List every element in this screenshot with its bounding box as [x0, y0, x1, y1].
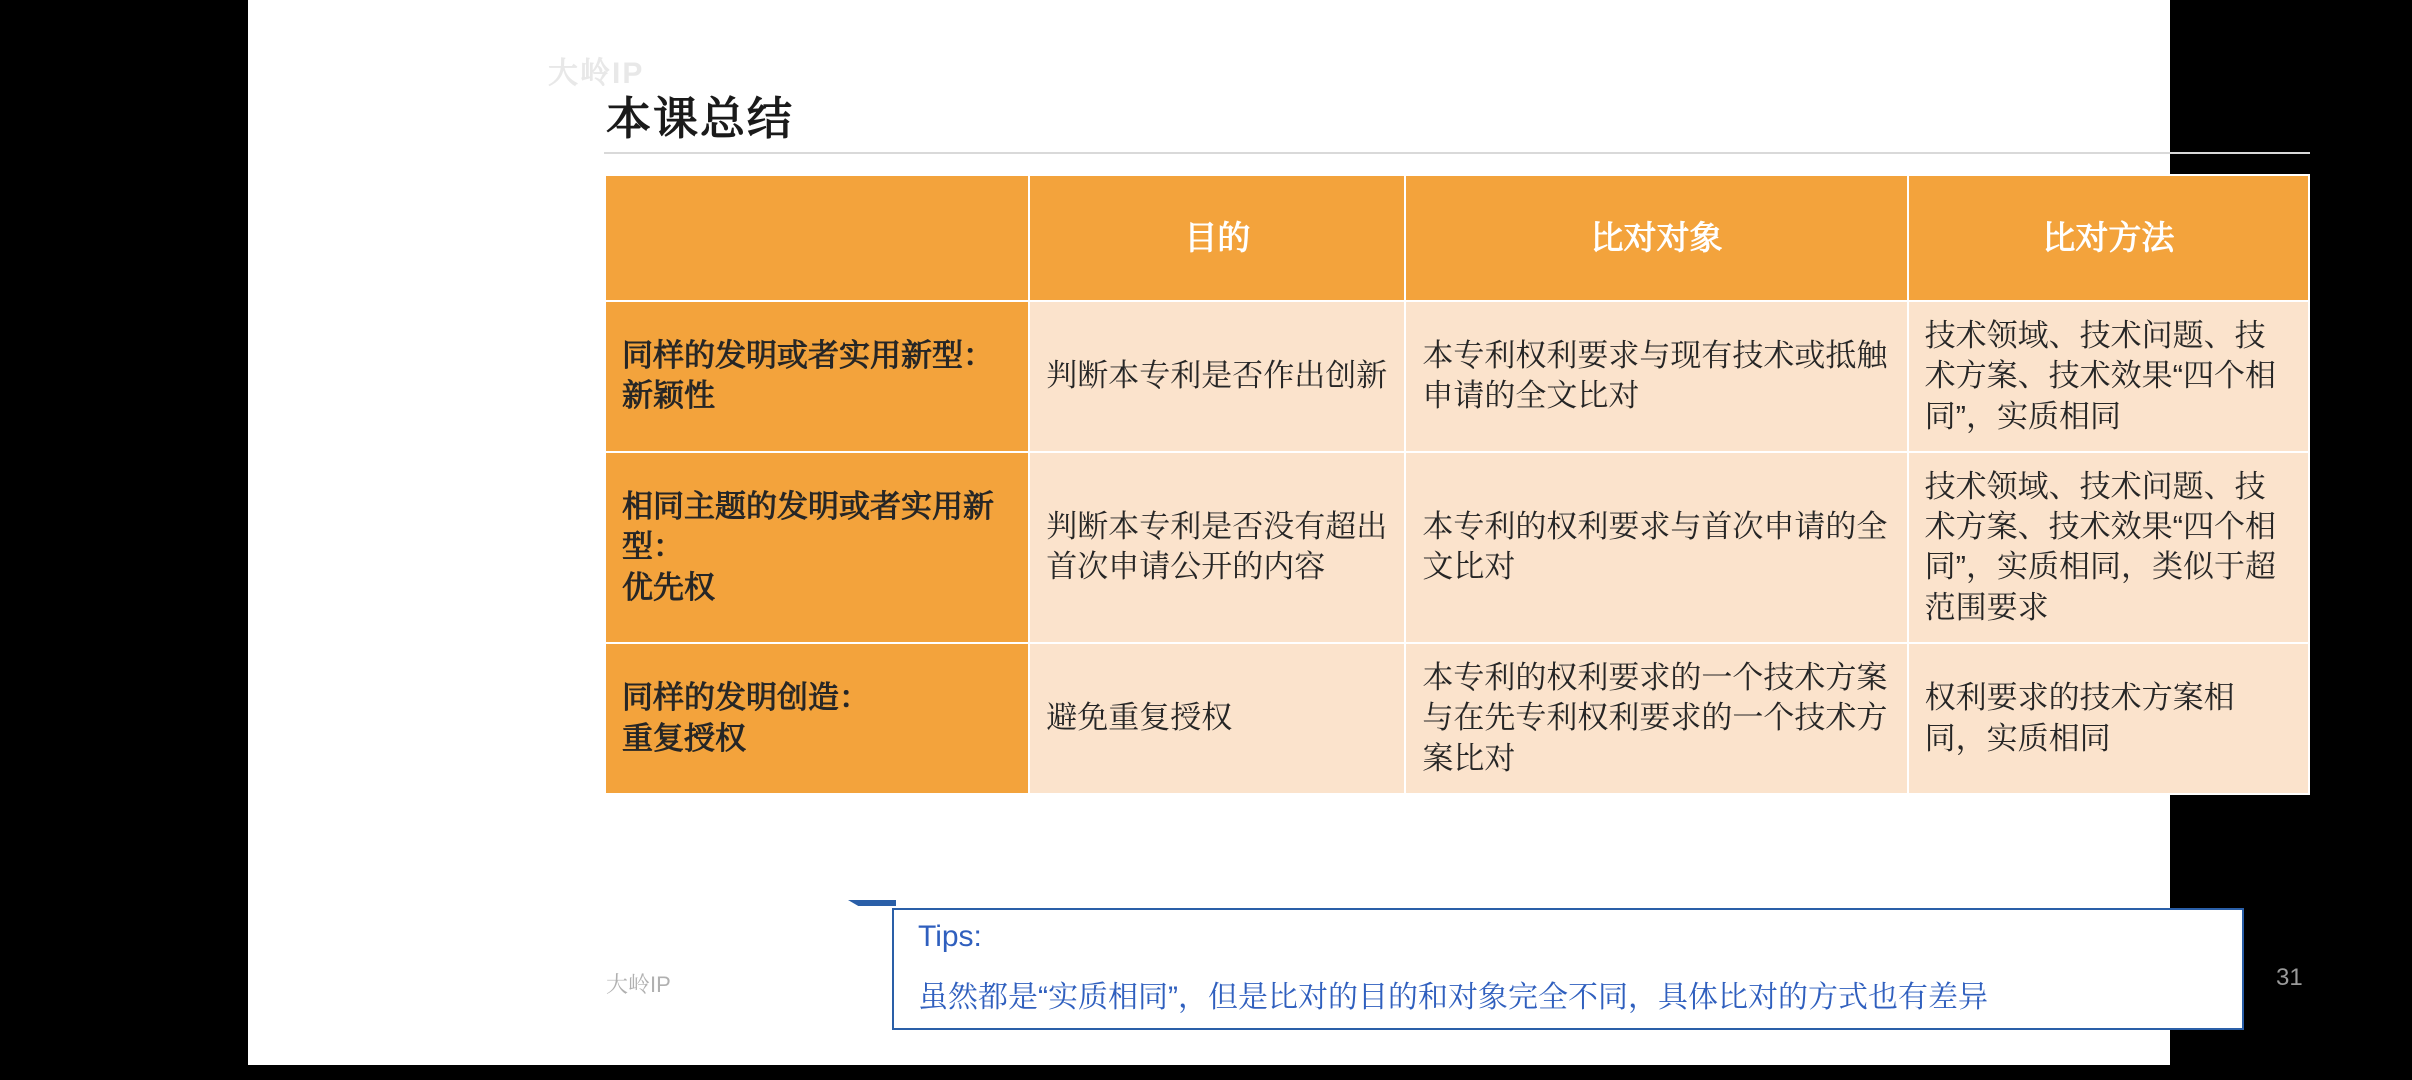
cell-object-novelty: 本专利权利要求与现有技术或抵触申请的全文比对 [1405, 301, 1907, 452]
tips-text: 虽然都是“实质相同”，但是比对的目的和对象完全不同，具体比对的方式也有差异 [918, 981, 1988, 1014]
tips-callout [892, 908, 2244, 1030]
watermark-logo: 大岭IP [548, 57, 645, 90]
cell-purpose-double-patenting: 避免重复授权 [1029, 643, 1405, 794]
table-row [605, 452, 2309, 643]
cell-object-priority: 本专利的权利要求与首次申请的全文比对 [1405, 452, 1907, 643]
cell-object-double-patenting: 本专利的权利要求的一个技术方案与在先专利权利要求的一个技术方案比对 [1405, 643, 1907, 794]
column-header-object: 比对对象 [1405, 175, 1907, 301]
column-header-purpose: 目的 [1029, 175, 1405, 301]
cell-method-priority: 技术领域、技术问题、技术方案、技术效果“四个相同”，实质相同，类似于超范围要求 [1908, 452, 2309, 643]
row-label-priority: 相同主题的发明或者实用新型： 优先权 [605, 452, 1029, 643]
page-title: 本课总结 [606, 93, 795, 144]
table-row [605, 301, 2309, 452]
cell-method-novelty: 技术领域、技术问题、技术方案、技术效果“四个相同”，实质相同 [1908, 301, 2309, 452]
table-header-row [605, 175, 2309, 301]
table-row [605, 643, 2309, 794]
footer-brand: 大岭IP [606, 972, 671, 997]
column-header-blank [605, 175, 1029, 301]
summary-table [604, 174, 2310, 795]
title-divider [604, 152, 2310, 154]
row-label-novelty: 同样的发明或者实用新型： 新颖性 [605, 301, 1029, 452]
cell-method-double-patenting: 权利要求的技术方案相同，实质相同 [1908, 643, 2309, 794]
tips-label: Tips: [918, 920, 982, 953]
column-header-method: 比对方法 [1908, 175, 2309, 301]
row-label-double-patenting: 同样的发明创造： 重复授权 [605, 643, 1029, 794]
cell-purpose-priority: 判断本专利是否没有超出首次申请公开的内容 [1029, 452, 1405, 643]
cell-purpose-novelty: 判断本专利是否作出创新 [1029, 301, 1405, 452]
slide-canvas [248, 0, 2303, 1065]
page-number: 31 [2276, 964, 2303, 991]
